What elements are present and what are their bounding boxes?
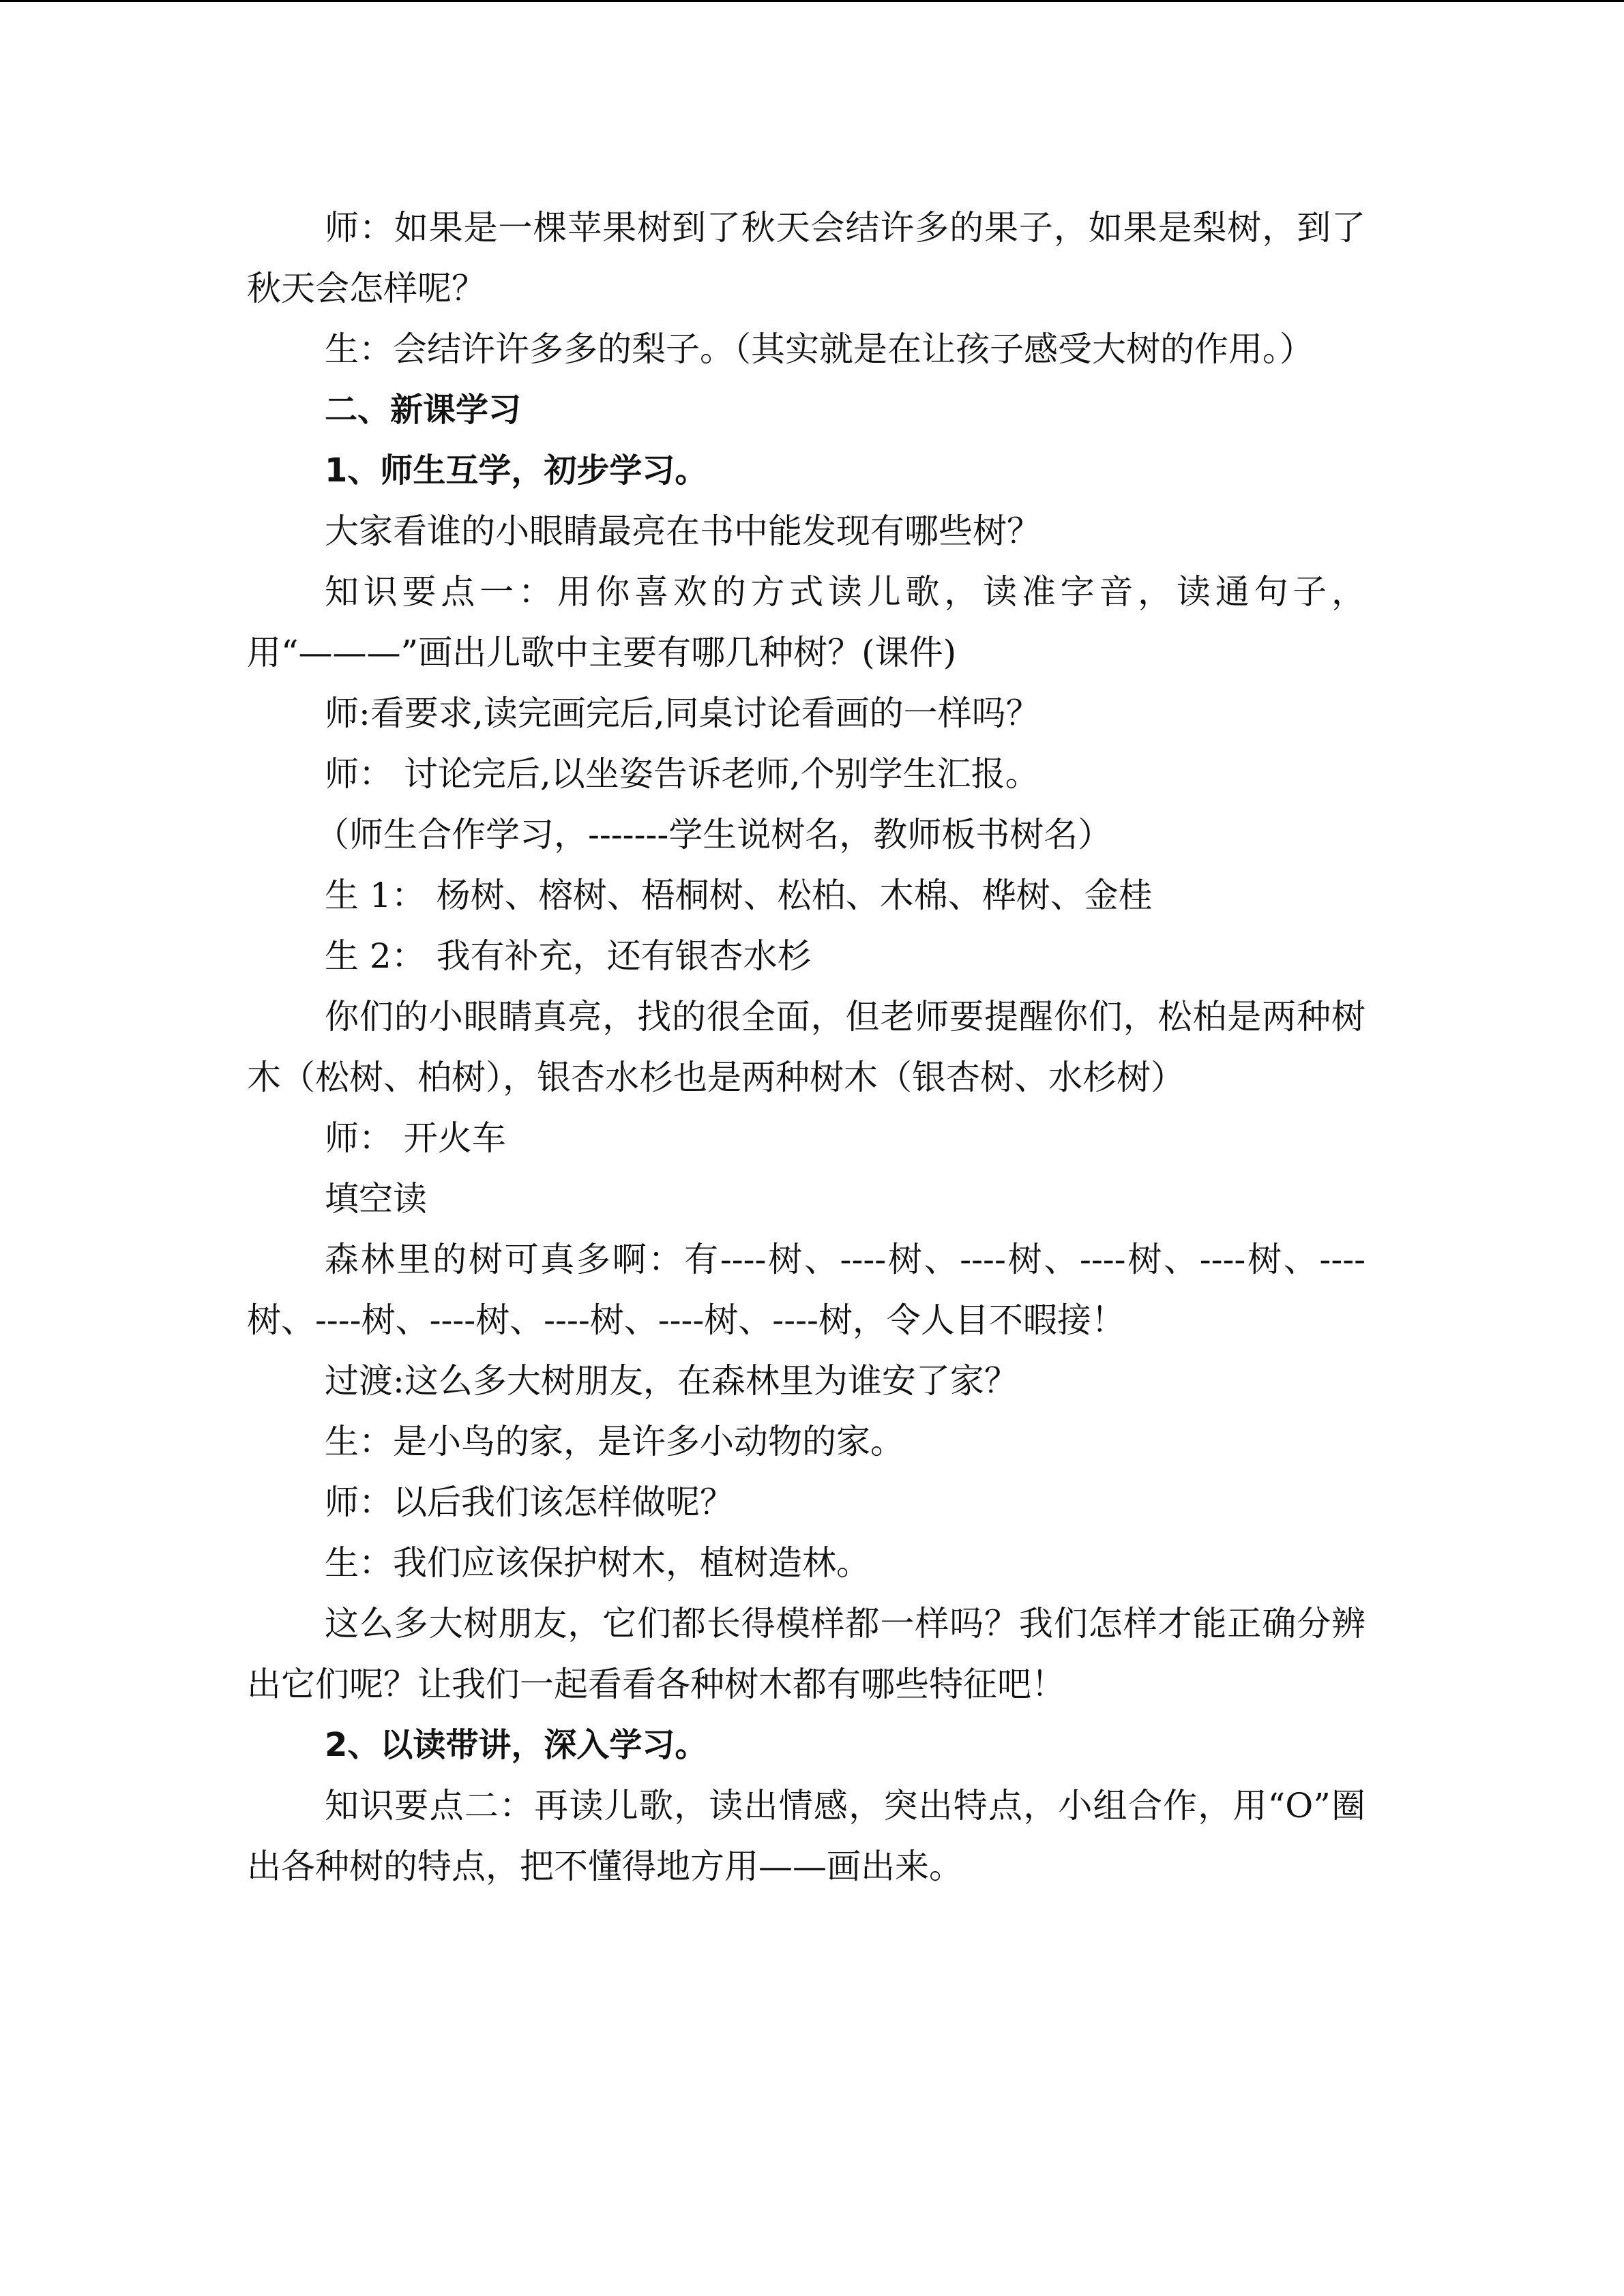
paragraph-cooperative-note: （师生合作学习，-------学生说树名，教师板书树名） <box>315 815 1112 854</box>
paragraph-find-trees: 大家看谁的小眼睛最亮在书中能发现有哪些树？ <box>325 511 1041 551</box>
paragraph-tree-features-intro: 这么多大树朋友，它们都长得模样都一样吗？我们怎样才能正确分辨出它们呢？让我们一起看看各种树木都有哪些特征吧！ <box>247 1604 1365 1704</box>
paragraph-fill-blank-label: 填空读 <box>325 1179 427 1219</box>
paragraph-student-bird-home: 生：是小鸟的家，是许多小动物的家。 <box>325 1422 904 1461</box>
paragraph-knowledge-point-one: 知识要点一：用你喜欢的方式读儿歌，读准字音，读通句子，用“———”画出儿歌中主要有哪几种树？(课件) <box>247 572 1365 672</box>
paragraph-knowledge-point-two: 知识要点二：再读儿歌，读出情感，突出特点，小组合作，用“O”圈出各种树的特点，把不懂得地方用——画出来。 <box>247 1786 1365 1886</box>
paragraph-fill-blank-sentence: 森林里的树可真多啊：有----树、----树、----树、----树、----树、---- 树、----树、----树、----树、----树、----树，令人目不暇接！ <box>247 1240 1376 1340</box>
section-heading-new-lesson: 二、新课学习 <box>325 391 522 429</box>
paragraph-teacher-what-to-do: 师：以后我们该怎样做呢？ <box>325 1482 734 1522</box>
paragraph-teacher-requirements: 师:看要求,读完画完后,同桌讨论看画的一样吗？ <box>325 694 1040 733</box>
paragraph-student-1: 生 1： 杨树、榕树、梧桐树、松柏、木棉、桦树、金桂 <box>325 876 1153 915</box>
paragraph-teacher-praise: 你们的小眼睛真亮，找的很全面，但老师要提醒你们，松柏是两种树木（松树、柏树），银杏水杉也是两种树木（银杏树、水杉树） <box>247 997 1365 1097</box>
document-body <box>247 198 1376 1897</box>
subsection-heading-mutual-learning: 1、师生互学，初步学习。 <box>325 451 708 490</box>
paragraph-teacher-report: 师： 讨论完后,以坐姿告诉老师,个别学生汇报。 <box>325 754 1039 794</box>
subsection-heading-read-and-explain: 2、以读带讲，深入学习。 <box>325 1726 708 1764</box>
paragraph-transition: 过渡:这么多大树朋友，在森林里为谁安了家？ <box>325 1361 1018 1401</box>
paragraph-teacher-apple-tree: 师：如果是一棵苹果树到了秋天会结许多的果子，如果是梨树，到了秋天会怎样呢？ <box>247 208 1365 308</box>
paragraph-student-pears: 生：会结许许多多的梨子。（其实就是在让孩子感受大树的作用。） <box>325 329 1314 369</box>
paragraph-student-2: 生 2： 我有补充，还有银杏水杉 <box>325 936 812 976</box>
paragraph-student-protect-trees: 生：我们应该保护树木，植树造林。 <box>325 1543 870 1583</box>
top-border-line <box>0 0 1624 2</box>
paragraph-teacher-train: 师： 开火车 <box>325 1118 506 1158</box>
